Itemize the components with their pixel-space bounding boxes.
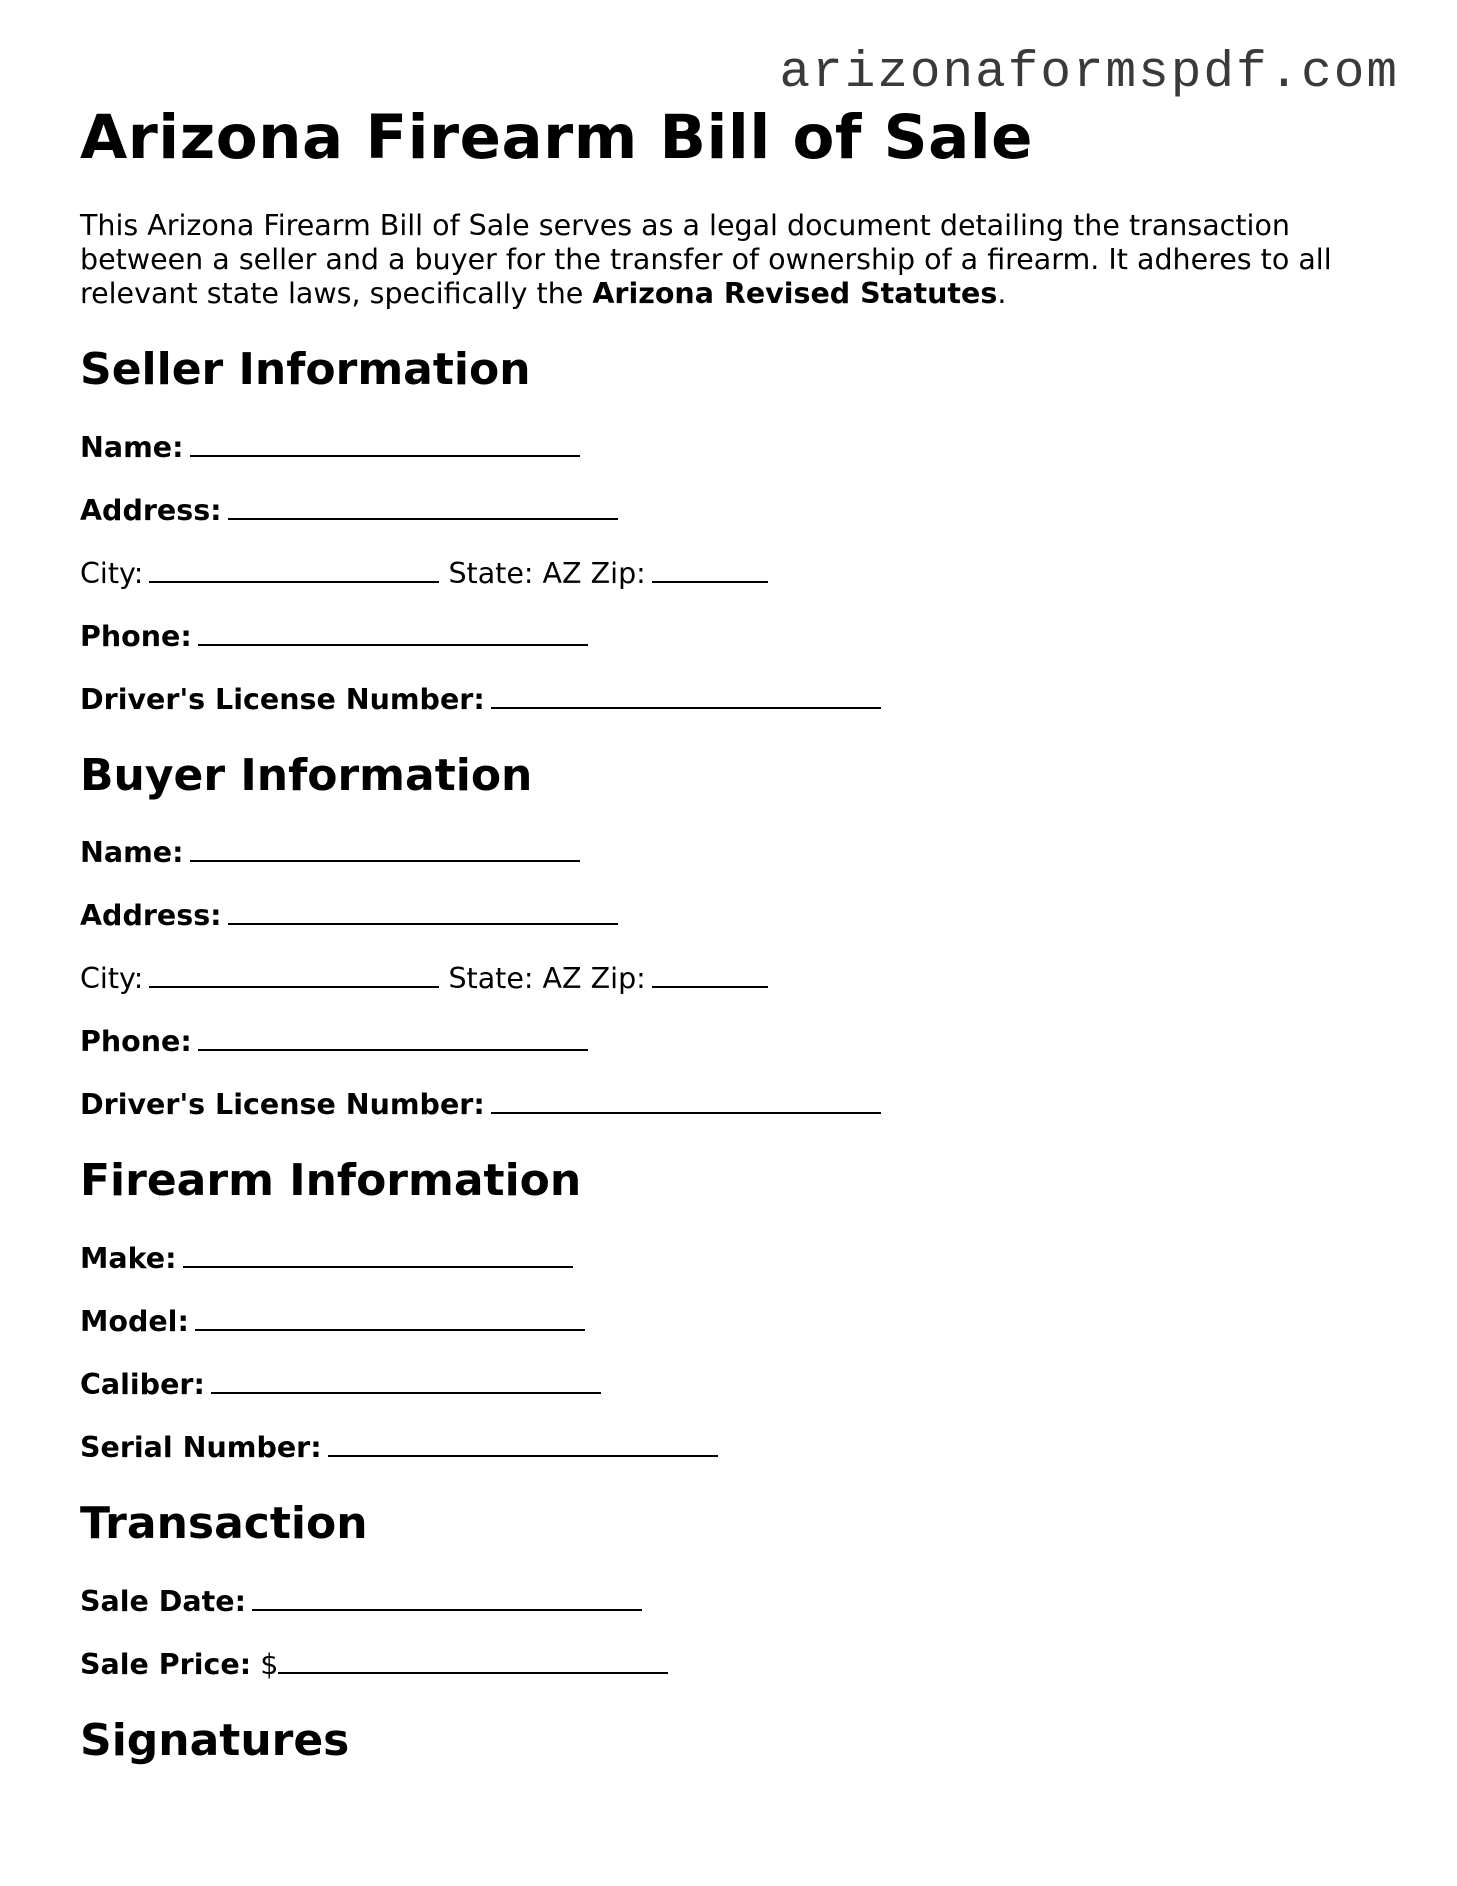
sale-date-row: [80, 1584, 1380, 1619]
buyer-heading: Buyer Information: [80, 749, 533, 801]
seller-license-field[interactable]: [491, 682, 881, 709]
buyer-city-field[interactable]: [149, 961, 439, 988]
firearm-caliber-label: Caliber:: [80, 1367, 205, 1401]
buyer-name-row: [80, 835, 1380, 870]
seller-license-label: Driver's License Number:: [80, 682, 485, 716]
site-watermark: arizonaformspdf.com: [779, 45, 1399, 102]
seller-name-field[interactable]: [190, 430, 580, 457]
seller-phone-row: [80, 619, 1380, 654]
firearm-model-row: [80, 1304, 1380, 1339]
firearm-make-row: [80, 1241, 1380, 1276]
sale-price-label: Sale Price:: [80, 1647, 252, 1681]
buyer-phone-label: Phone:: [80, 1025, 192, 1059]
buyer-state-label: State: AZ: [448, 962, 582, 996]
seller-name-row: [80, 430, 1380, 465]
buyer-section: [80, 751, 1380, 1123]
buyer-zip-label: Zip:: [590, 962, 646, 996]
sale-price-field[interactable]: [278, 1647, 668, 1674]
seller-address-row: [80, 493, 1380, 528]
firearm-serial-label: Serial Number:: [80, 1430, 322, 1464]
intro-end: .: [997, 277, 1007, 311]
seller-name-label: Name:: [80, 430, 184, 464]
buyer-name-field[interactable]: [190, 835, 580, 862]
buyer-license-label: Driver's License Number:: [80, 1088, 485, 1122]
buyer-city-label: City:: [80, 962, 144, 996]
sale-price-row: [80, 1647, 1380, 1682]
transaction-section: [80, 1499, 1380, 1682]
intro-text: This Arizona Firearm Bill of Sale serves as a legal document detailing the transaction between a seller and a buyer for the transfer of ownership of a firearm. It adheres to all relevant state laws, specifically the: [80, 209, 1332, 311]
seller-phone-field[interactable]: [198, 619, 588, 646]
firearm-heading: Firearm Information: [80, 1155, 582, 1207]
buyer-license-field[interactable]: [491, 1087, 881, 1114]
seller-section: [80, 345, 1380, 717]
transaction-heading: Transaction: [80, 1497, 368, 1549]
intro-statute-reference: Arizona Revised Statutes: [592, 277, 998, 311]
firearm-serial-row: [80, 1430, 1380, 1465]
seller-zip-field[interactable]: [652, 556, 768, 583]
firearm-make-field[interactable]: [183, 1241, 573, 1268]
buyer-address-field[interactable]: [228, 898, 618, 925]
buyer-phone-row: [80, 1024, 1380, 1059]
buyer-address-row: [80, 898, 1380, 933]
firearm-caliber-row: [80, 1367, 1380, 1402]
seller-zip-label: Zip:: [590, 556, 646, 590]
currency-symbol: $: [260, 1647, 279, 1681]
seller-heading: Seller Information: [80, 344, 531, 396]
firearm-serial-field[interactable]: [328, 1430, 718, 1457]
signatures-section: [80, 1716, 1380, 1767]
buyer-name-label: Name:: [80, 836, 184, 870]
document-page: [80, 103, 1380, 1766]
buyer-phone-field[interactable]: [198, 1024, 588, 1051]
firearm-section: [80, 1156, 1380, 1465]
firearm-model-label: Model:: [80, 1304, 189, 1338]
firearm-caliber-field[interactable]: [211, 1367, 601, 1394]
seller-city-label: City:: [80, 556, 144, 590]
firearm-model-field[interactable]: [195, 1304, 585, 1331]
seller-city-row: [80, 556, 1380, 591]
firearm-make-label: Make:: [80, 1241, 177, 1275]
page-title: Arizona Firearm Bill of Sale: [80, 102, 1034, 173]
buyer-license-row: [80, 1087, 1380, 1122]
seller-phone-label: Phone:: [80, 619, 192, 653]
seller-license-row: [80, 682, 1380, 717]
buyer-zip-field[interactable]: [652, 961, 768, 988]
sale-date-label: Sale Date:: [80, 1584, 247, 1618]
sale-date-field[interactable]: [252, 1584, 642, 1611]
seller-address-field[interactable]: [228, 493, 618, 520]
seller-address-label: Address:: [80, 493, 222, 527]
seller-city-field[interactable]: [149, 556, 439, 583]
buyer-address-label: Address:: [80, 899, 222, 933]
intro-paragraph: [80, 209, 1370, 311]
seller-state-label: State: AZ: [448, 556, 582, 590]
signatures-heading: Signatures: [80, 1714, 350, 1766]
buyer-city-row: [80, 961, 1380, 996]
